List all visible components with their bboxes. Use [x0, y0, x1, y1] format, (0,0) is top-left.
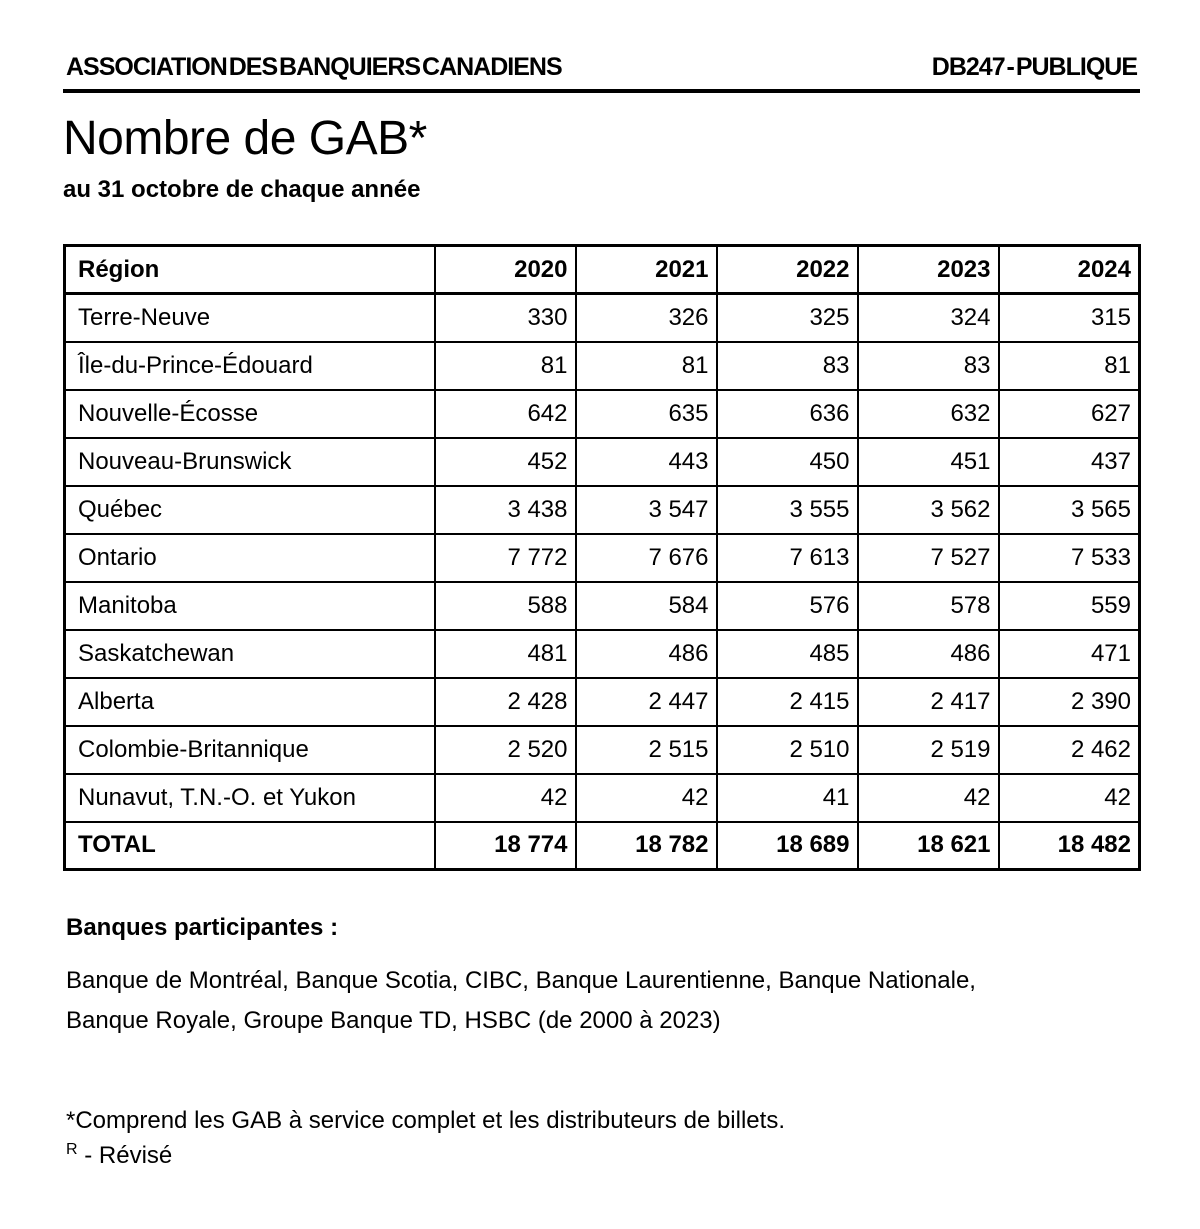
table-row	[65, 630, 1140, 678]
value-cell: 2 447	[576, 678, 717, 726]
total-value-cell: 18 482	[999, 822, 1140, 870]
value-cell: 42	[858, 774, 999, 822]
value-cell: 83	[858, 342, 999, 390]
participants-text: Banque de Montréal, Banque Scotia, CIBC, Banque Laurentienne, Banque Nationale, Banque Royale, Groupe Banque TD, HSBC (de 2000 à 2023)	[66, 967, 976, 1035]
value-cell: 485	[717, 630, 858, 678]
value-cell: 325	[717, 294, 858, 342]
value-cell: 452	[435, 438, 576, 486]
value-cell: 2 520	[435, 726, 576, 774]
participants-heading: Banques participantes :	[66, 914, 339, 942]
value-cell: 81	[999, 342, 1140, 390]
value-cell: 2 515	[576, 726, 717, 774]
table-row	[65, 294, 1140, 342]
year-column-header: 2021	[576, 246, 717, 294]
footnote-revised-superscript: R	[66, 1141, 78, 1159]
total-value-cell: 18 689	[717, 822, 858, 870]
value-cell: 42	[435, 774, 576, 822]
document-code: DB247 - PUBLIQUE	[931, 53, 1137, 81]
gab-count-table	[63, 244, 1141, 871]
region-cell: Nouvelle-Écosse	[65, 390, 435, 438]
value-cell: 42	[999, 774, 1140, 822]
table-row	[65, 486, 1140, 534]
year-column-header: 2024	[999, 246, 1140, 294]
value-cell: 315	[999, 294, 1140, 342]
region-cell: Québec	[65, 486, 435, 534]
value-cell: 578	[858, 582, 999, 630]
year-column-header: 2022	[717, 246, 858, 294]
year-column-header: 2020	[435, 246, 576, 294]
header-divider	[63, 89, 1140, 93]
footnote-asterisk: *Comprend les GAB à service complet et les distributeurs de billets.	[66, 1107, 785, 1135]
value-cell: 588	[435, 582, 576, 630]
value-cell: 2 417	[858, 678, 999, 726]
value-cell: 627	[999, 390, 1140, 438]
page-subtitle: au 31 octobre de chaque année	[63, 175, 421, 203]
value-cell: 437	[999, 438, 1140, 486]
value-cell: 7 772	[435, 534, 576, 582]
year-column-header: 2023	[858, 246, 999, 294]
value-cell: 81	[576, 342, 717, 390]
region-cell: Saskatchewan	[65, 630, 435, 678]
value-cell: 559	[999, 582, 1140, 630]
value-cell: 481	[435, 630, 576, 678]
value-cell: 451	[858, 438, 999, 486]
table-row	[65, 390, 1140, 438]
value-cell: 2 519	[858, 726, 999, 774]
value-cell: 450	[717, 438, 858, 486]
total-label-cell: TOTAL	[65, 822, 435, 870]
value-cell: 3 438	[435, 486, 576, 534]
value-cell: 7 676	[576, 534, 717, 582]
value-cell: 486	[576, 630, 717, 678]
total-value-cell: 18 774	[435, 822, 576, 870]
value-cell: 41	[717, 774, 858, 822]
footnote-revised-text: - Révisé	[77, 1142, 173, 1170]
value-cell: 2 510	[717, 726, 858, 774]
value-cell: 2 390	[999, 678, 1140, 726]
value-cell: 642	[435, 390, 576, 438]
table-row	[65, 678, 1140, 726]
region-cell: Terre-Neuve	[65, 294, 435, 342]
value-cell: 326	[576, 294, 717, 342]
value-cell: 636	[717, 390, 858, 438]
value-cell: 635	[576, 390, 717, 438]
value-cell: 7 533	[999, 534, 1140, 582]
region-column-header: Région	[65, 246, 435, 294]
value-cell: 486	[858, 630, 999, 678]
value-cell: 83	[717, 342, 858, 390]
value-cell: 443	[576, 438, 717, 486]
value-cell: 7 613	[717, 534, 858, 582]
total-value-cell: 18 621	[858, 822, 999, 870]
table-header-row	[65, 246, 1140, 294]
region-cell: Île-du-Prince-Édouard	[65, 342, 435, 390]
value-cell: 584	[576, 582, 717, 630]
value-cell: 2 415	[717, 678, 858, 726]
value-cell: 632	[858, 390, 999, 438]
value-cell: 42	[576, 774, 717, 822]
value-cell: 471	[999, 630, 1140, 678]
table-row	[65, 438, 1140, 486]
value-cell: 324	[858, 294, 999, 342]
region-cell: Manitoba	[65, 582, 435, 630]
total-value-cell: 18 782	[576, 822, 717, 870]
region-cell: Nunavut, T.N.-O. et Yukon	[65, 774, 435, 822]
value-cell: 81	[435, 342, 576, 390]
organization-name: ASSOCIATION DES BANQUIERS CANADIENS	[66, 53, 562, 81]
region-cell: Nouveau-Brunswick	[65, 438, 435, 486]
value-cell: 3 562	[858, 486, 999, 534]
table-row	[65, 342, 1140, 390]
value-cell: 576	[717, 582, 858, 630]
footnote-revised	[63, 1140, 1140, 1171]
value-cell: 3 547	[576, 486, 717, 534]
table-total-row	[65, 822, 1140, 870]
value-cell: 3 565	[999, 486, 1140, 534]
region-cell: Alberta	[65, 678, 435, 726]
document-header	[63, 54, 1140, 82]
table-row	[65, 774, 1140, 822]
value-cell: 330	[435, 294, 576, 342]
page-title: Nombre de GAB*	[63, 111, 427, 165]
region-cell: Colombie-Britannique	[65, 726, 435, 774]
value-cell: 7 527	[858, 534, 999, 582]
value-cell: 2 462	[999, 726, 1140, 774]
table-row	[65, 582, 1140, 630]
value-cell: 3 555	[717, 486, 858, 534]
region-cell: Ontario	[65, 534, 435, 582]
table-row	[65, 726, 1140, 774]
value-cell: 2 428	[435, 678, 576, 726]
table-row	[65, 534, 1140, 582]
